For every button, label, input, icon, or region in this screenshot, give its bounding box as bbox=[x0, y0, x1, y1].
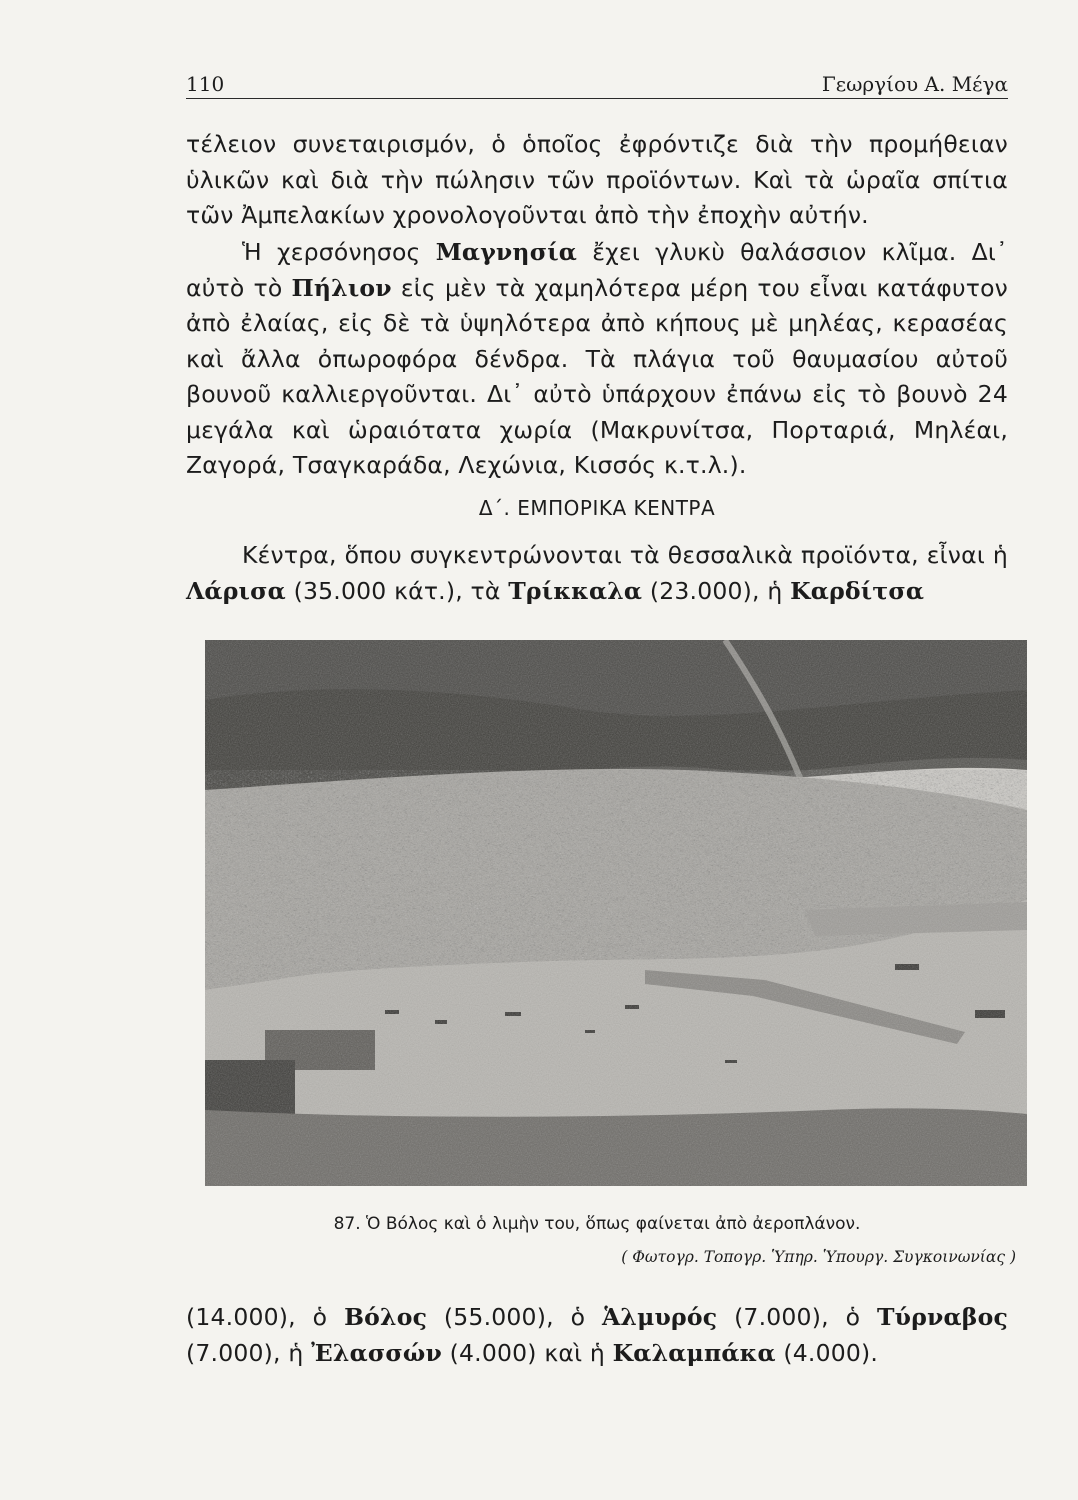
photo-credit: ( Φωτογρ. Τοπογρ. Ὑπηρ. Ὑπουργ. Συγκοινωνίας ) bbox=[621, 1248, 1016, 1266]
bold-magnesia: Μαγνησία bbox=[435, 238, 578, 266]
page-number: 110 bbox=[186, 72, 225, 96]
bold-trikala: Τρίκκαλα bbox=[508, 576, 643, 605]
paragraph-cooperative: τέλειον συνεταιρισμόν, ὁ ὁποῖος ἐφρόντιζε διὰ τὴν προμήθειαν ὑλικῶν καὶ διὰ τὴν πώλησιν τῶν προϊόντων. Καὶ τὰ ὡραῖα σπίτια τῶν Ἀμπελακίων χρονολογοῦνται ἀπὸ τὴν ἐποχὴν αὐτήν. bbox=[186, 130, 1008, 229]
paragraph-magnesia: Ἡ χερσόνησος Μαγνησία ἔχει γλυκὺ θαλάσσιον κλῖμα. Δι᾿ αὐτὸ τὸ Πήλιον εἰς μὲν τὰ χαμηλότερα μέρη του εἶναι κατάφυτον ἀπὸ ἐλαίας, εἰς δὲ τὰ ὑψηλότερα ἀπὸ κήπους μὲ μηλέας, κερασέας καὶ ἄλλα ὀπωροφόρα δένδρα. Τὰ πλάγια τοῦ θαυμασίου αὐτοῦ βουνοῦ καλλιεργοῦνται. Δι᾿ αὐτὸ ὑπάρχουν ἐπάνω εἰς τὸ βουνὸ 24 μεγάλα καὶ ὡραιότατα χωρία (Μακρυνίτσα, Πορταριά, Μηλέαι, Ζαγορά, Τσαγκαράδα, Λεχώνια, Κισσός κ.τ.λ.). bbox=[186, 238, 1008, 479]
bold-kalabaka: Καλαμπάκα bbox=[612, 1338, 776, 1367]
paragraph-trade-centers: Κέντρα, ὅπου συγκεντρώνονται τὰ θεσσαλικὰ προϊόντα, εἶναι ἡ Λάρισα (35.000 κάτ.), τὰ Τρίκκαλα (23.000), ἡ Καρδίτσα bbox=[186, 541, 1008, 605]
running-head: Γεωργίου Α. Μέγα bbox=[821, 72, 1008, 96]
bold-volos: Βόλος bbox=[344, 1303, 428, 1331]
paragraph-cities-continued: (14.000), ὁ Βόλος (55.000), ὁ Ἁλμυρός (7.000), ὁ Τύρναβος (7.000), ἡ Ἐλασσών (4.000) καὶ ἡ Καλαμπάκα (4.000). bbox=[186, 1303, 1008, 1367]
section-heading: Δ΄. ΕΜΠΟΡΙΚΑ ΚΕΝΤΡΑ bbox=[478, 496, 716, 520]
bold-karditsa: Καρδίτσα bbox=[790, 576, 925, 605]
page-header bbox=[186, 68, 1008, 99]
bold-larisa: Λάρισα bbox=[186, 576, 286, 605]
bold-pelion: Πήλιον bbox=[291, 273, 392, 302]
bold-almyros: Ἁλμυρός bbox=[602, 1303, 718, 1331]
bold-tyrnavos: Τύρναβος bbox=[877, 1303, 1008, 1331]
figure-caption: 87. Ὁ Βόλος καὶ ὁ λιμὴν του, ὅπως φαίνεται ἀπὸ ἀεροπλάνον. bbox=[333, 1214, 861, 1234]
aerial-photo-volos bbox=[205, 640, 1027, 1186]
bold-elasson: Ἐλασσών bbox=[311, 1338, 442, 1367]
